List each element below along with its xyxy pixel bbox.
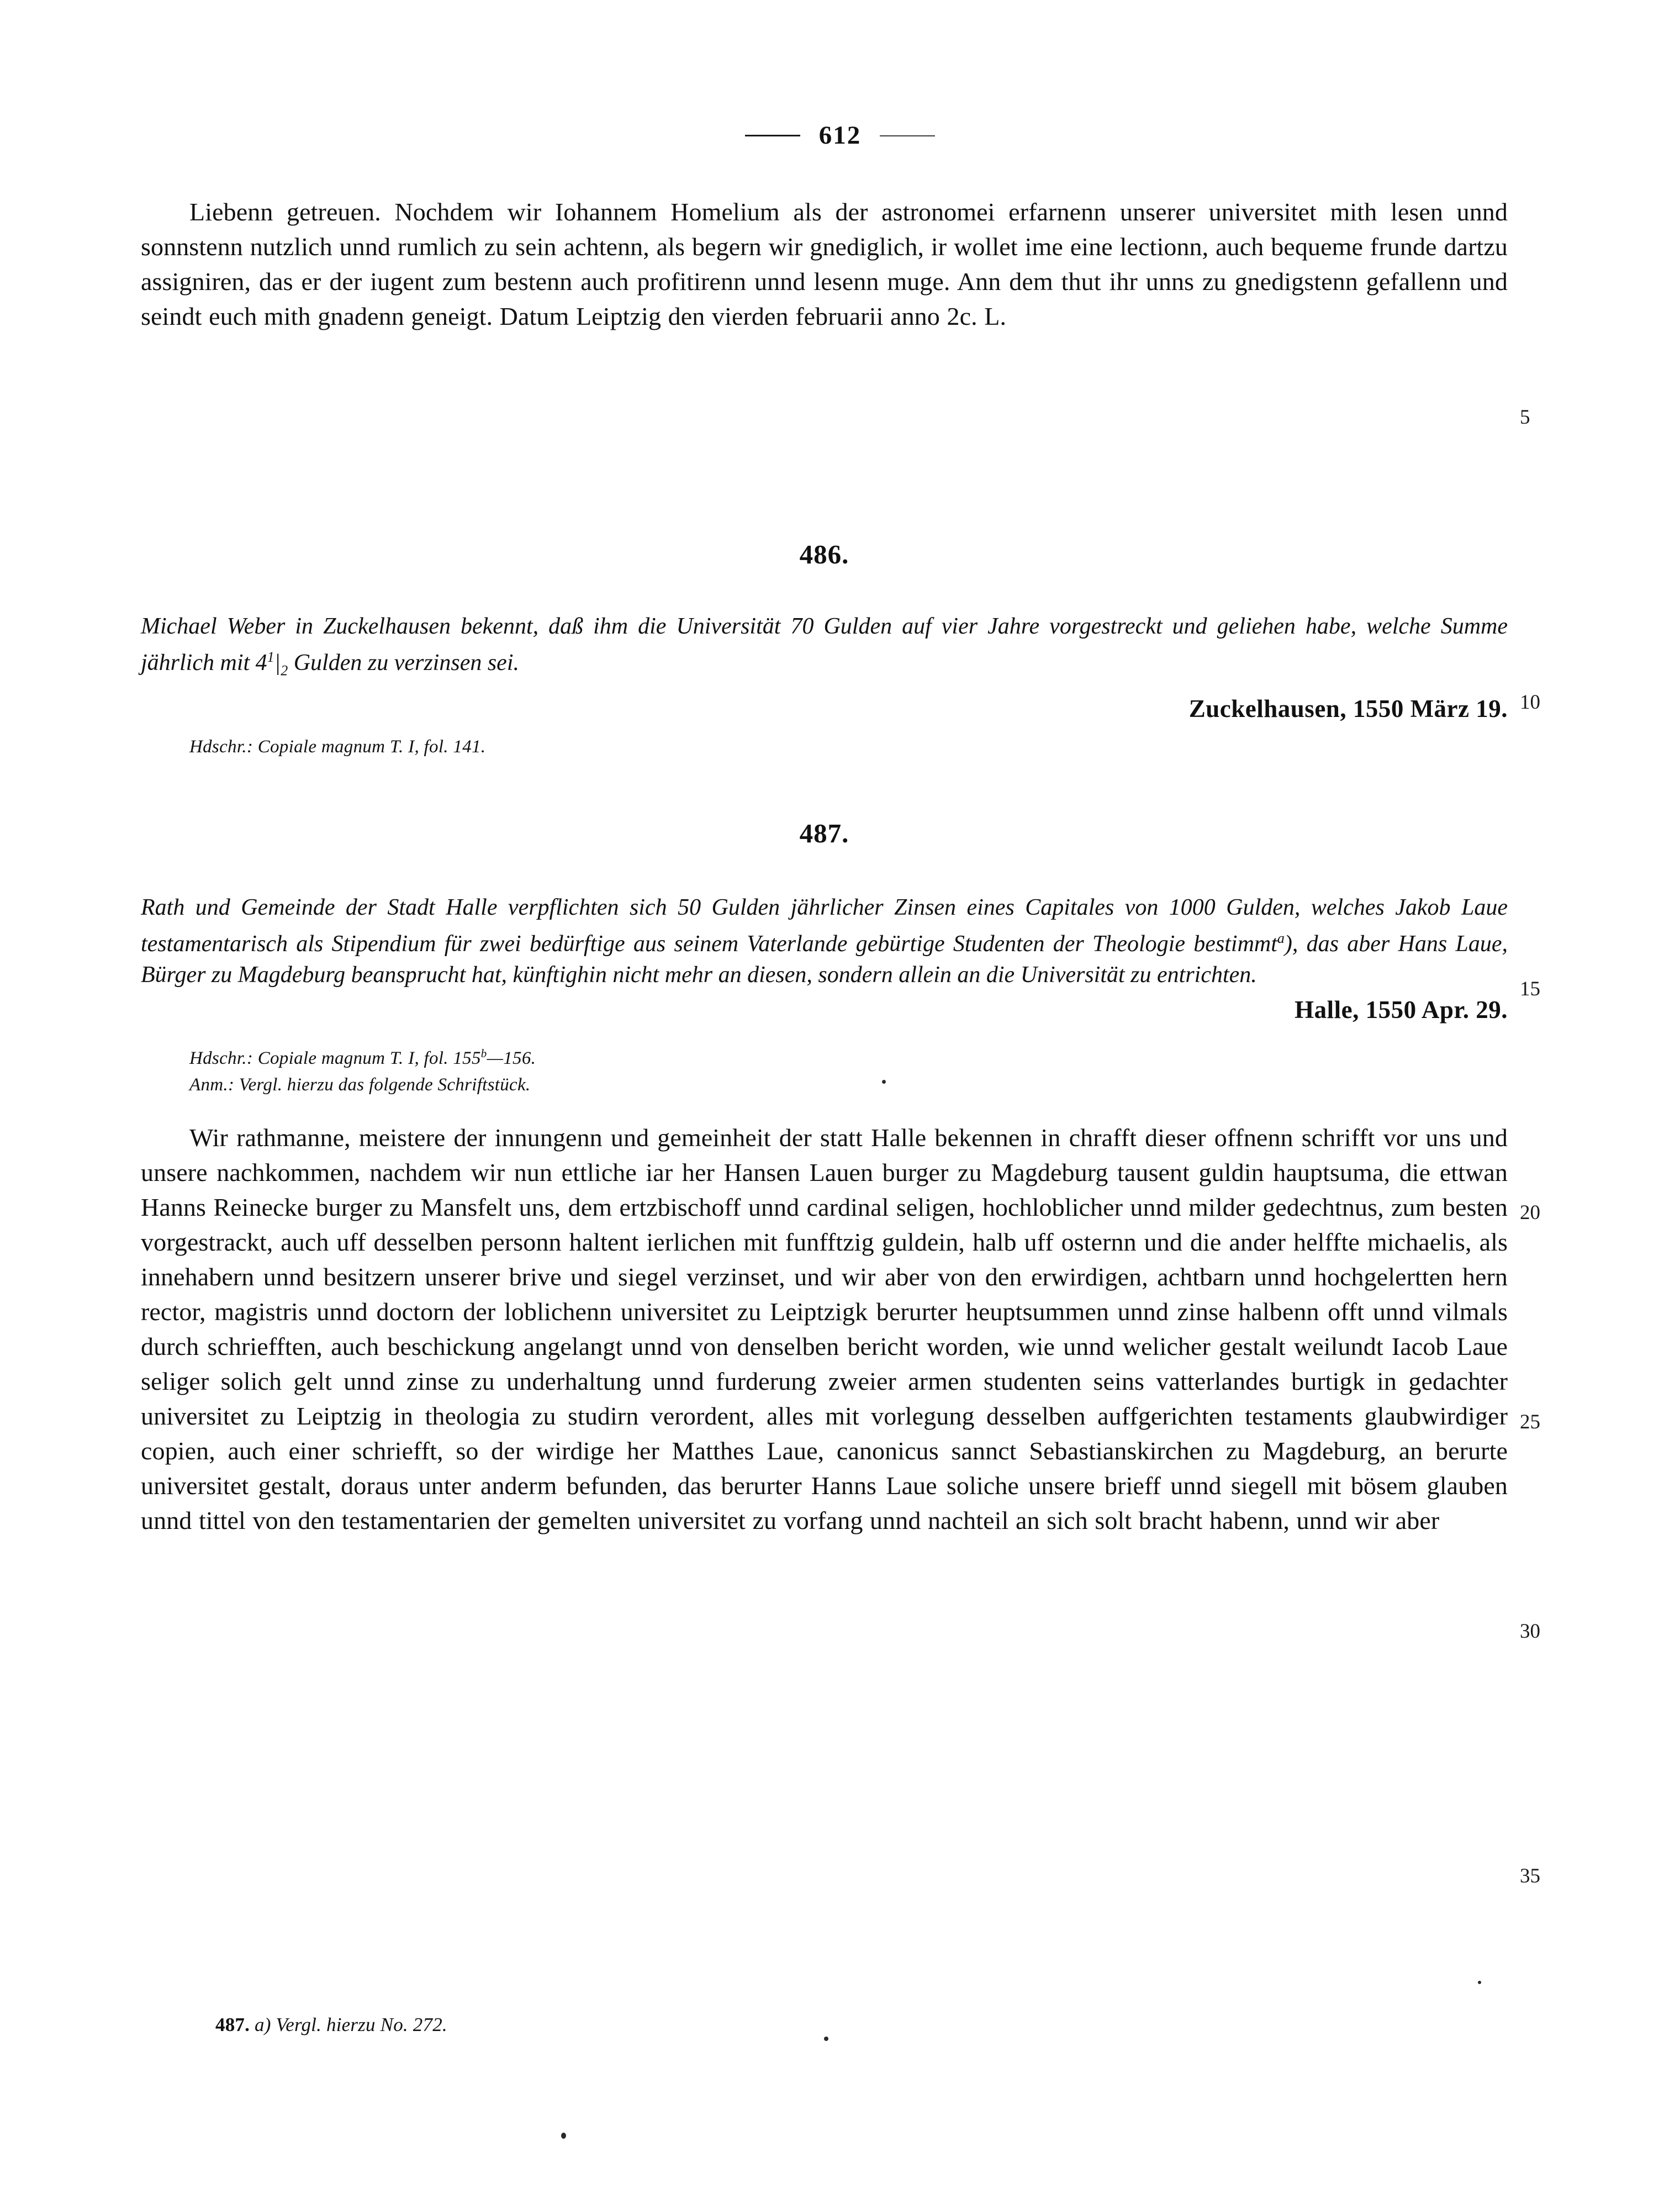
letter-continuation-block	[141, 194, 1508, 334]
line-number-30: 30	[1520, 1620, 1540, 1643]
head-rule-right	[880, 135, 935, 136]
regest-486-fraction: $4^1|_2$	[255, 649, 288, 679]
dateline-487: Halle, 1550 Apr. 29.	[1295, 996, 1508, 1024]
fraction-whole: 4	[255, 650, 267, 676]
footnote-number: 487.	[215, 2014, 250, 2035]
regest-486	[141, 611, 1508, 686]
dateline-486: Zuckelhausen, 1550 März 19.	[1188, 695, 1508, 723]
running-head	[0, 120, 1680, 150]
source-note-487-anm: Anm.: Vergl. hierzu das folgende Schriftstück.	[189, 1075, 531, 1095]
fraction-numerator: 1	[267, 649, 274, 665]
regest-486-text-1: Michael Weber in Zuckelhausen bekennt, daß ihm die Universität 70 Gulden auf vier Jahre vorgestreckt und geliehen habe, welche Summe jährlich mit	[141, 614, 1508, 676]
page-number: 612	[818, 121, 862, 150]
scan-speck	[824, 2037, 828, 2041]
line-number-35: 35	[1520, 1865, 1540, 1887]
document-486	[141, 539, 1508, 760]
source-note-486: Hdschr.: Copiale magnum T. I, fol. 141.	[189, 737, 486, 757]
scan-speck	[1478, 1981, 1481, 1984]
line-number-15: 15	[1520, 978, 1540, 1000]
line-number-5: 5	[1520, 406, 1530, 429]
footnote-text: a) Vergl. hierzu No. 272.	[255, 2014, 447, 2035]
footnote-487	[215, 2014, 447, 2036]
scan-speck	[561, 2133, 566, 2139]
head-rule-left	[745, 135, 800, 136]
document-487	[141, 817, 1508, 1538]
source-note-487-hdschr-pre: Hdschr.: Copiale magnum T. I, fol. 155	[189, 1048, 481, 1068]
line-number-10: 10	[1520, 691, 1540, 714]
source-note-487-hdschr	[189, 1040, 1508, 1072]
scan-speck	[882, 1080, 886, 1084]
regest-486-text-2: Gulden zu verzinsen sei.	[288, 650, 519, 676]
regest-487-text-1: Rath und Gemeinde der Stadt Halle verpflichten sich 50 Gulden jährlicher Zinsen eines Capitales von 1000 Gulden, welches Jakob Laue testamentarisch als Stipendium für zwei bedürftige aus seinem Vaterlande gebürtige Studenten der Theologie bestimmt	[141, 895, 1508, 957]
regest-487-text-2: ), das aber Hans Laue, Bürger zu Magdeburg beansprucht hat, künftighin nicht mehr an diesen, sondern allein an die Universität zu entrichten.	[141, 931, 1508, 988]
line-number-25: 25	[1520, 1411, 1540, 1433]
fraction-denominator: 2	[281, 662, 288, 679]
regest-487	[141, 892, 1508, 990]
document-487-body-text: Wir rathmanne, meistere der innungenn und gemeinheit der statt Halle bekennen in chrafft dieser offnenn schrifft vor uns und unsere nachkommen, nachdem wir nun ettliche iar her Hansen Lauen burger zu Magdeburg tausent guldin hauptsuma, die ettwan Hanns Reinecke burger zu Mansfelt uns, dem ertzbischoff unnd cardinal seligen, hochloblicher unnd milder gedechtnus, zum besten vorgestrackt, auch uff desselben personn haltent ierlichen mit funfftzig guldein, halb uff osternn und die ander helffte michaelis, als innehabern unnd besitzern unserer brive und siegel verzinset, und wir aber von den erwirdigen, achtbarn unnd hochgelertten hern rector, magistris unnd doctorn der loblichenn universitet zu Leiptzigk berurter heuptsummen unnd zinse halbenn offt unnd vilmals durch schriefften, auch beschickung angelangt unnd von denselben bericht worden, wie unnd welicher gestalt weilundt Iacob Laue seliger solich gelt unnd zinse zu underhaltung unnd furderung zweier armen studenten seins vatterlandes burtigk in gedachter universitet zu Leiptzig in theologia zu studirn verordent, alles mit vorlegung desselben auffgerichten testaments glaubwirdiger copien, auch einer schriefft, so der wirdige her Matthes Laue, canonicus sannct Sebastianskirchen zu Magdeburg, an berurte universitet gestalt, doraus unter anderm befunden, das berurter Hanns Laue soliche unsere brieff unnd siegell mit bösem glauben unnd tittel von den testamentarien der gemelten universitet zu vorfang unnd nachteil an sich solt bracht habenn, unnd wir aber	[141, 1123, 1508, 1534]
source-note-487-folio-sup: b	[480, 1047, 487, 1060]
line-number-20: 20	[1520, 1201, 1540, 1224]
document-number-486: 486.	[799, 539, 849, 569]
letter-continuation-paragraph: Liebenn getreuen. Nochdem wir Iohannem Homelium als der astronomei erfarnenn unserer universitet mith lesen unnd sonnstenn nutzlich unnd rumlich zu sein achtenn, als begern wir gnediglich, ir wollet ime eine lectionn, auch bequeme frunde dartzu assigniren, das er der iugent zum bestenn auch profitirenn unnd lesenn muge. Ann dem thut ihr unns zu gnedigstenn gefallenn und seindt euch mith gnadenn geneigt. Datum Leiptzig den vierden februarii anno 2c. L.	[141, 198, 1508, 330]
regest-487-footnote-marker: a	[1277, 930, 1285, 946]
document-number-487: 487.	[799, 818, 849, 848]
source-note-487-hdschr-post: —156.	[487, 1048, 536, 1068]
